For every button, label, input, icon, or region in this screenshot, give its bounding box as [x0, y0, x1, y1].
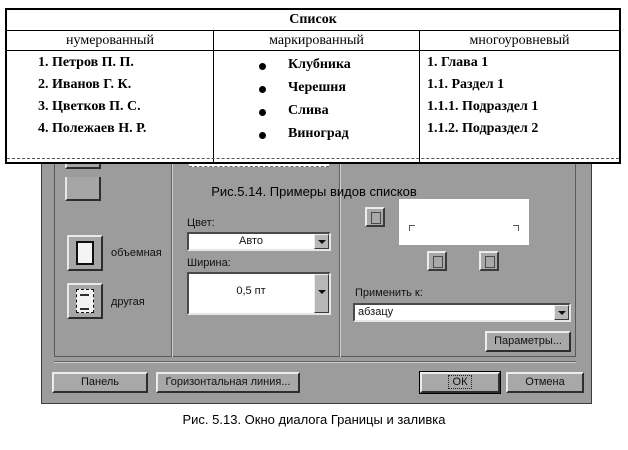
cancel-button[interactable]: Отмена	[506, 372, 584, 393]
multilevel-list-item: 1.1. Раздел 1	[427, 77, 505, 92]
column-header-multilevel: многоуровневый	[469, 33, 570, 48]
table-title: Список	[7, 10, 619, 31]
numbered-list-item: 2. Иванов Г. К.	[38, 77, 132, 92]
setting-3d-label[interactable]: объемная	[111, 247, 162, 259]
table-header-row	[7, 31, 619, 51]
setting-3d-icon[interactable]	[67, 235, 103, 271]
chevron-down-icon[interactable]	[554, 305, 569, 320]
figure-caption-5-14: Рис.5.14. Примеры видов списков	[211, 184, 417, 199]
numbered-list-item: 1. Петров П. П.	[38, 55, 134, 70]
setting-custom-label[interactable]: другая	[111, 296, 145, 308]
border-right-button[interactable]	[479, 251, 499, 271]
setting-custom-icon[interactable]	[67, 283, 103, 319]
column-header-bulleted: маркированный	[269, 33, 364, 48]
color-label: Цвет:	[187, 217, 215, 229]
width-value: 0,5 пт	[236, 285, 266, 297]
column-divider	[419, 31, 420, 163]
apply-to-select[interactable]	[353, 303, 571, 322]
bulleted-list-item: Слива	[288, 103, 329, 118]
ok-button[interactable]	[420, 372, 500, 393]
multilevel-list-item: 1.1.2. Подраздел 2	[427, 121, 539, 136]
bullet-icon	[259, 109, 266, 116]
chevron-down-icon[interactable]	[314, 274, 329, 313]
table-bottom-edge	[7, 158, 619, 159]
bulleted-list-item: Черешня	[288, 80, 346, 95]
numbered-list-item: 4. Полежаев Н. Р.	[38, 121, 147, 136]
column-header-numbered: нумерованный	[66, 33, 154, 48]
bottom-separator	[54, 361, 576, 363]
figure-caption-5-13: Рис. 5.13. Окно диалога Границы и заливка	[182, 412, 446, 427]
preview-area	[399, 199, 529, 245]
multilevel-list-item: 1. Глава 1	[427, 55, 489, 70]
width-label: Ширина:	[187, 257, 231, 269]
bullet-icon	[259, 132, 266, 139]
bulleted-list-item: Виноград	[288, 126, 349, 141]
color-value: Авто	[239, 235, 263, 247]
bullet-icon	[259, 63, 266, 70]
multilevel-list-item: 1.1.1. Подраздел 1	[427, 99, 539, 114]
border-top-button[interactable]	[365, 207, 385, 227]
apply-to-label: Применить к:	[355, 287, 423, 299]
width-select[interactable]	[187, 272, 331, 315]
column-divider	[213, 31, 214, 163]
numbered-list-item: 3. Цветков П. С.	[38, 99, 141, 114]
ok-button-label: ОК	[448, 375, 473, 389]
horizontal-line-button[interactable]: Горизонтальная линия...	[156, 372, 300, 393]
color-select[interactable]	[187, 232, 331, 251]
bulleted-list-item: Клубника	[288, 57, 351, 72]
chevron-down-icon[interactable]	[314, 234, 329, 249]
border-left-button[interactable]	[427, 251, 447, 271]
list-types-table	[5, 8, 621, 164]
options-button[interactable]: Параметры...	[485, 331, 571, 352]
apply-to-value: абзацу	[358, 306, 394, 318]
bullet-icon	[259, 86, 266, 93]
toolbar-button[interactable]: Панель	[52, 372, 148, 393]
